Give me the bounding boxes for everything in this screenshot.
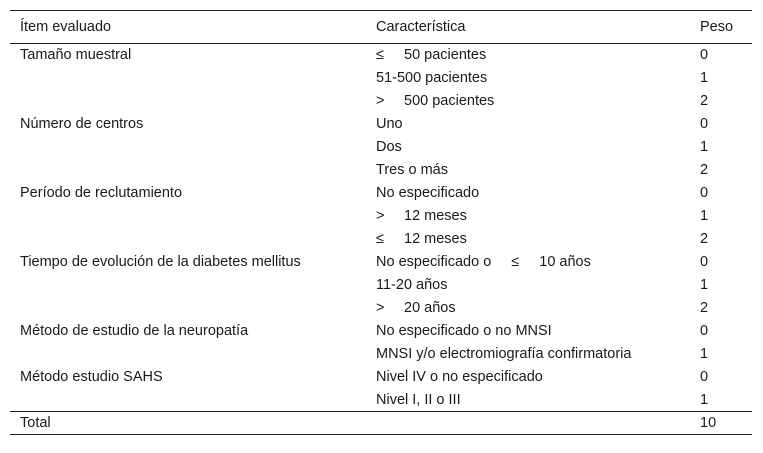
header-weight: Peso <box>690 11 752 44</box>
header-row <box>10 11 752 44</box>
scoring-table <box>10 10 752 435</box>
item-cell <box>10 389 366 412</box>
characteristic-text: No especificado o <box>376 254 492 270</box>
characteristic-text: MNSI y/o electromiografía confirmatoria <box>376 346 632 362</box>
table-row <box>10 228 752 251</box>
characteristic-text: 500 pacientes <box>404 93 495 109</box>
weight-cell: 1 <box>700 139 709 155</box>
total-label: Total <box>10 412 366 435</box>
characteristic-cell <box>366 320 690 343</box>
item-cell <box>10 205 366 228</box>
comparison-symbol: ≤ <box>376 47 384 64</box>
characteristic-text: No especificado o no MNSI <box>376 323 552 339</box>
characteristic-text: 51-500 pacientes <box>376 70 488 86</box>
characteristic-text: 11-20 años <box>376 277 448 293</box>
characteristic-text: No especificado <box>376 185 480 201</box>
table-row <box>10 251 752 274</box>
comparison-symbol: > <box>376 300 385 316</box>
characteristic-cell <box>366 67 690 90</box>
weight-cell: 2 <box>700 300 709 316</box>
characteristic-cell <box>366 389 690 412</box>
table-row <box>10 205 752 228</box>
characteristic-text: 12 meses <box>404 231 467 247</box>
characteristic-cell <box>366 182 690 205</box>
weight-cell: 0 <box>700 254 709 270</box>
weight-cell: 1 <box>700 70 709 86</box>
weight-cell: 1 <box>700 346 709 362</box>
weight-cell: 0 <box>700 185 709 201</box>
table-row <box>10 343 752 366</box>
weight-cell: 1 <box>700 277 709 293</box>
characteristic-cell <box>366 90 690 113</box>
characteristic-cell <box>366 159 690 182</box>
characteristic-text: 12 meses <box>404 208 467 224</box>
table-header <box>10 11 752 44</box>
item-cell <box>10 274 366 297</box>
item-cell <box>10 297 366 320</box>
item-cell: Método de estudio de la neuropatía <box>20 323 249 339</box>
item-cell: Tiempo de evolución de la diabetes mellitus <box>20 254 301 270</box>
characteristic-cell <box>366 136 690 159</box>
table-row <box>10 320 752 343</box>
table-row <box>10 366 752 389</box>
weight-cell: 0 <box>700 47 709 64</box>
table-row <box>10 159 752 182</box>
header-item: Ítem evaluado <box>10 11 366 44</box>
weight-cell: 1 <box>700 208 709 224</box>
weight-cell: 2 <box>700 162 709 178</box>
weight-cell: 0 <box>700 116 709 132</box>
characteristic-text: Nivel I, II o III <box>376 391 461 408</box>
comparison-symbol: ≤ <box>511 254 520 270</box>
characteristic-cell <box>366 113 690 136</box>
table-row <box>10 44 752 67</box>
characteristic-text: 50 pacientes <box>404 47 487 64</box>
weight-cell: 0 <box>700 369 709 385</box>
item-cell <box>10 90 366 113</box>
characteristic-cell <box>366 343 690 366</box>
weight-cell: 2 <box>700 231 709 247</box>
characteristic-text: Tres o más <box>376 162 448 178</box>
table-row <box>10 90 752 113</box>
table-row <box>10 182 752 205</box>
comparison-symbol: ≤ <box>376 231 384 247</box>
characteristic-cell <box>366 297 690 320</box>
header-characteristic: Característica <box>366 11 690 44</box>
table-row <box>10 113 752 136</box>
item-cell <box>10 159 366 182</box>
characteristic-cell <box>366 251 690 274</box>
item-cell <box>10 343 366 366</box>
table-row <box>10 67 752 90</box>
characteristic-cell <box>366 44 690 67</box>
total-row <box>10 412 752 435</box>
table-row <box>10 274 752 297</box>
characteristic-cell <box>366 205 690 228</box>
item-cell <box>10 136 366 159</box>
characteristic-text: Dos <box>376 139 402 155</box>
characteristic-text: 10 años <box>539 254 591 270</box>
table-body <box>10 44 752 435</box>
weight-cell: 2 <box>700 93 709 109</box>
total-weight: 10 <box>690 412 752 435</box>
comparison-symbol: > <box>376 93 385 109</box>
table-row <box>10 297 752 320</box>
characteristic-cell <box>366 274 690 297</box>
table-row <box>10 136 752 159</box>
item-cell: Método estudio SAHS <box>20 369 163 385</box>
total-empty-cell <box>366 412 690 435</box>
item-cell: Período de reclutamiento <box>20 185 183 201</box>
characteristic-text: 20 años <box>404 300 456 316</box>
weight-cell: 0 <box>700 323 709 339</box>
characteristic-text: Nivel IV o no especificado <box>376 369 543 385</box>
item-cell: Número de centros <box>20 116 144 132</box>
characteristic-cell <box>366 366 690 389</box>
item-cell: Tamaño muestral <box>20 47 132 64</box>
characteristic-cell <box>366 228 690 251</box>
comparison-symbol: > <box>376 208 385 224</box>
table-row <box>10 389 752 412</box>
item-cell <box>10 228 366 251</box>
characteristic-text: Uno <box>376 116 403 132</box>
weight-cell: 1 <box>700 391 709 408</box>
item-cell <box>10 67 366 90</box>
